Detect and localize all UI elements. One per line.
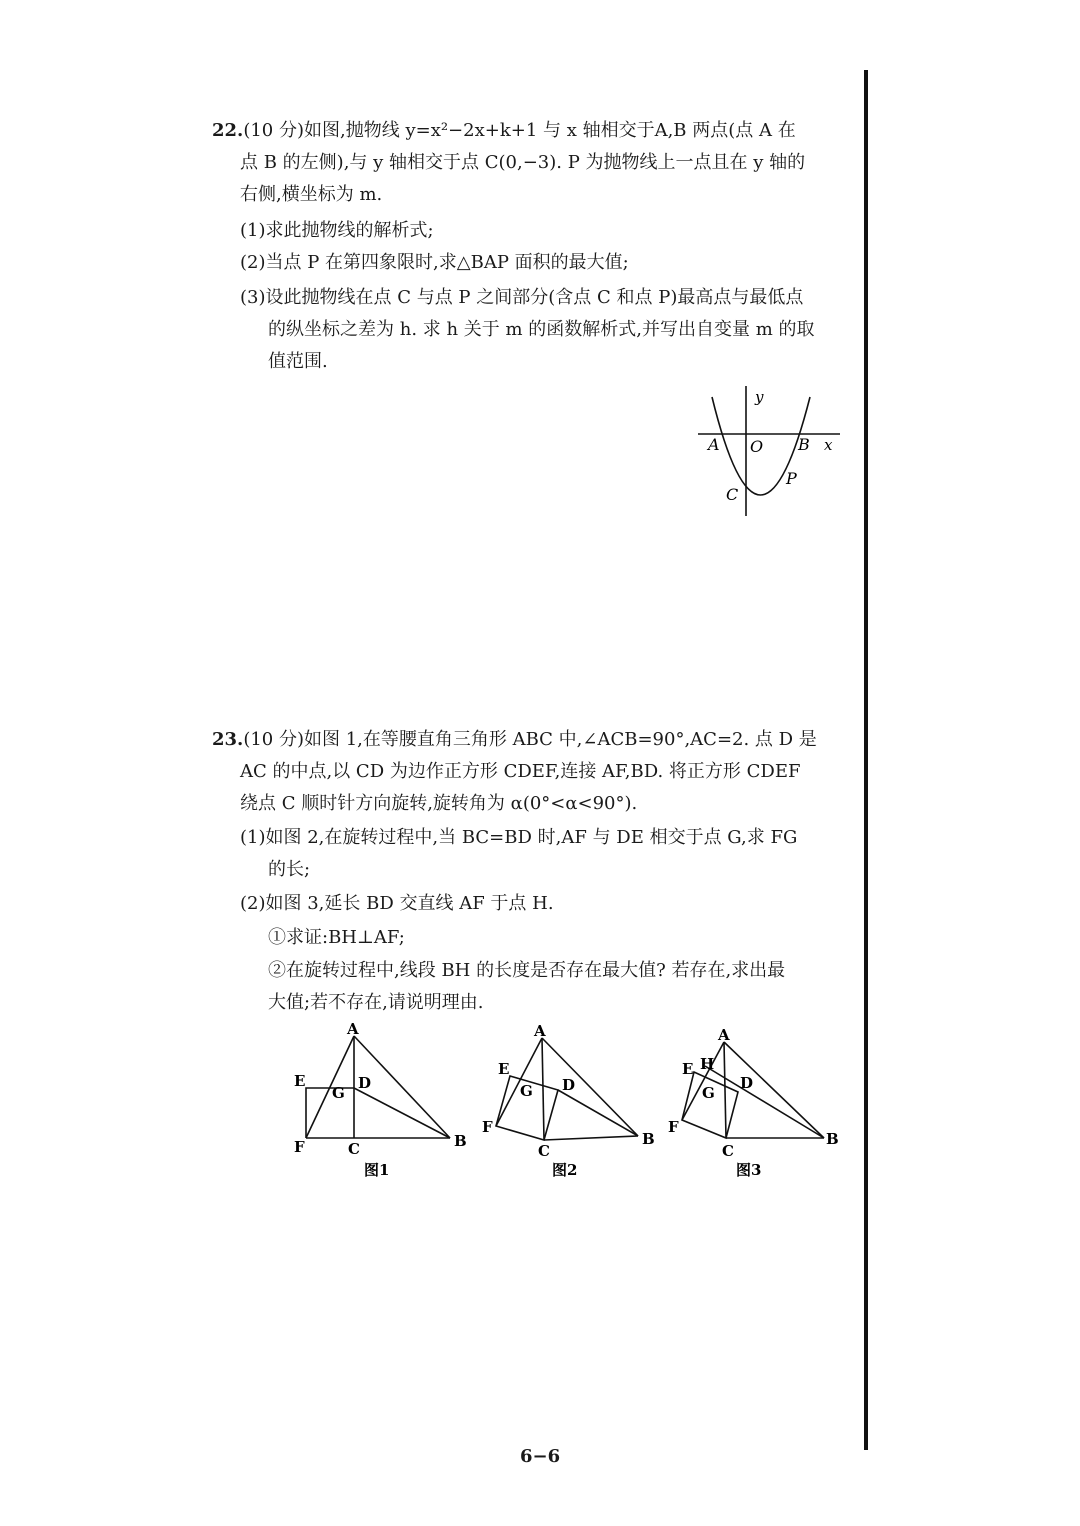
q23-part-2-ii-cont: 大值;若不存在,请说明理由. — [268, 992, 484, 1013]
point-label-p: P — [786, 469, 797, 488]
segment-af — [496, 1038, 542, 1126]
point-label-a: A — [708, 435, 720, 454]
segment-ac — [542, 1038, 544, 1140]
point-label-a: A — [534, 1022, 546, 1040]
margin-rule — [864, 70, 868, 1450]
point-label-a: A — [347, 1022, 359, 1038]
q22-line-1: 22.(10 分)如图,抛物线 y=x²−2x+k+1 与 x 轴相交于A,B 两点(点 A 在 — [212, 120, 796, 141]
q23-part-1: (1)如图 2,在旋转过程中,当 BC=BD 时,AF 与 DE 相交于点 G,求 FG — [240, 827, 798, 848]
point-label-e: E — [682, 1060, 694, 1078]
point-label-d: D — [562, 1076, 576, 1094]
q22-part-3-cont: 的纵坐标之差为 h. 求 h 关于 m 的函数解析式,并写出自变量 m 的取 — [268, 319, 815, 340]
q23-line-3: 绕点 C 顺时针方向旋转,旋转角为 α(0°<α<90°). — [240, 793, 638, 814]
segment-ac — [724, 1042, 726, 1138]
point-label-c: C — [348, 1140, 360, 1158]
q23-line-2: AC 的中点,以 CD 为边作正方形 CDEF,连接 AF,BD. 将正方形 CDEF — [240, 761, 801, 782]
segment-af — [306, 1036, 354, 1138]
point-label-f: F — [294, 1138, 305, 1156]
point-label-f: F — [482, 1118, 493, 1136]
segment-bh — [705, 1066, 824, 1138]
q23-part-2: (2)如图 3,延长 BD 交直线 AF 于点 H. — [240, 893, 554, 914]
point-label-b: B — [454, 1132, 467, 1150]
q23-line-1: 23.(10 分)如图 1,在等腰直角三角形 ABC 中,∠ACB=90°,AC=2. 点 D 是 — [212, 729, 817, 750]
q23-number: 23. — [212, 729, 244, 750]
segment-ab — [542, 1038, 638, 1136]
segment-ab — [724, 1042, 824, 1138]
q22-number: 22. — [212, 120, 244, 141]
q23-figure-2 — [476, 1022, 666, 1186]
q23-figure-1 — [288, 1022, 478, 1186]
q23-part-2-i: ①求证:BH⊥AF; — [268, 927, 405, 948]
q22-line-2: 点 B 的左侧),与 y 轴相交于点 C(0,−3). P 为抛物线上一点且在 y 轴的 — [240, 152, 806, 173]
segment-bd — [354, 1088, 450, 1138]
x-axis-label: x — [824, 436, 833, 454]
point-label-e: E — [498, 1060, 510, 1078]
y-axis-label: y — [755, 388, 764, 406]
point-label-e: E — [294, 1072, 306, 1090]
q23-part-1-cont: 的长; — [268, 859, 311, 880]
figure-caption: 图3 — [736, 1161, 762, 1179]
segment-bd — [558, 1090, 638, 1136]
segment-af — [682, 1042, 724, 1120]
point-label-g: G — [520, 1082, 533, 1100]
q22-part-2: (2)当点 P 在第四象限时,求△BAP 面积的最大值; — [240, 252, 629, 273]
point-label-d: D — [740, 1074, 754, 1092]
point-label-f: F — [668, 1118, 679, 1136]
point-label-g: G — [332, 1084, 345, 1102]
point-label-c: C — [722, 1142, 734, 1160]
point-label-g: G — [702, 1084, 715, 1102]
square-cdef — [306, 1088, 354, 1138]
q23-figure-3 — [664, 1022, 854, 1186]
segment-cb — [544, 1136, 638, 1140]
q22-part-1: (1)求此抛物线的解析式; — [240, 220, 434, 241]
origin-label: O — [750, 437, 764, 456]
point-label-c: C — [538, 1142, 550, 1160]
page-number: 6−6 — [520, 1446, 561, 1467]
q22-part-3-end: 值范围. — [268, 351, 328, 372]
q23-part-2-ii: ②在旋转过程中,线段 BH 的长度是否存在最大值? 若存在,求出最 — [268, 960, 786, 981]
figure-caption: 图2 — [552, 1161, 578, 1179]
point-label-h: H — [700, 1055, 715, 1073]
point-label-a: A — [718, 1026, 730, 1044]
q22-part-3: (3)设此抛物线在点 C 与点 P 之间部分(含点 C 和点 P)最高点与最低点 — [240, 287, 804, 308]
q22-line-3: 右侧,横坐标为 m. — [240, 184, 383, 205]
point-label-d: D — [358, 1074, 372, 1092]
q22-parabola-figure — [690, 380, 850, 529]
point-label-b: B — [642, 1130, 655, 1148]
point-label-b: B — [798, 435, 810, 454]
point-label-c: C — [726, 485, 739, 504]
point-label-b: B — [826, 1130, 839, 1148]
figure-caption: 图1 — [364, 1161, 390, 1179]
